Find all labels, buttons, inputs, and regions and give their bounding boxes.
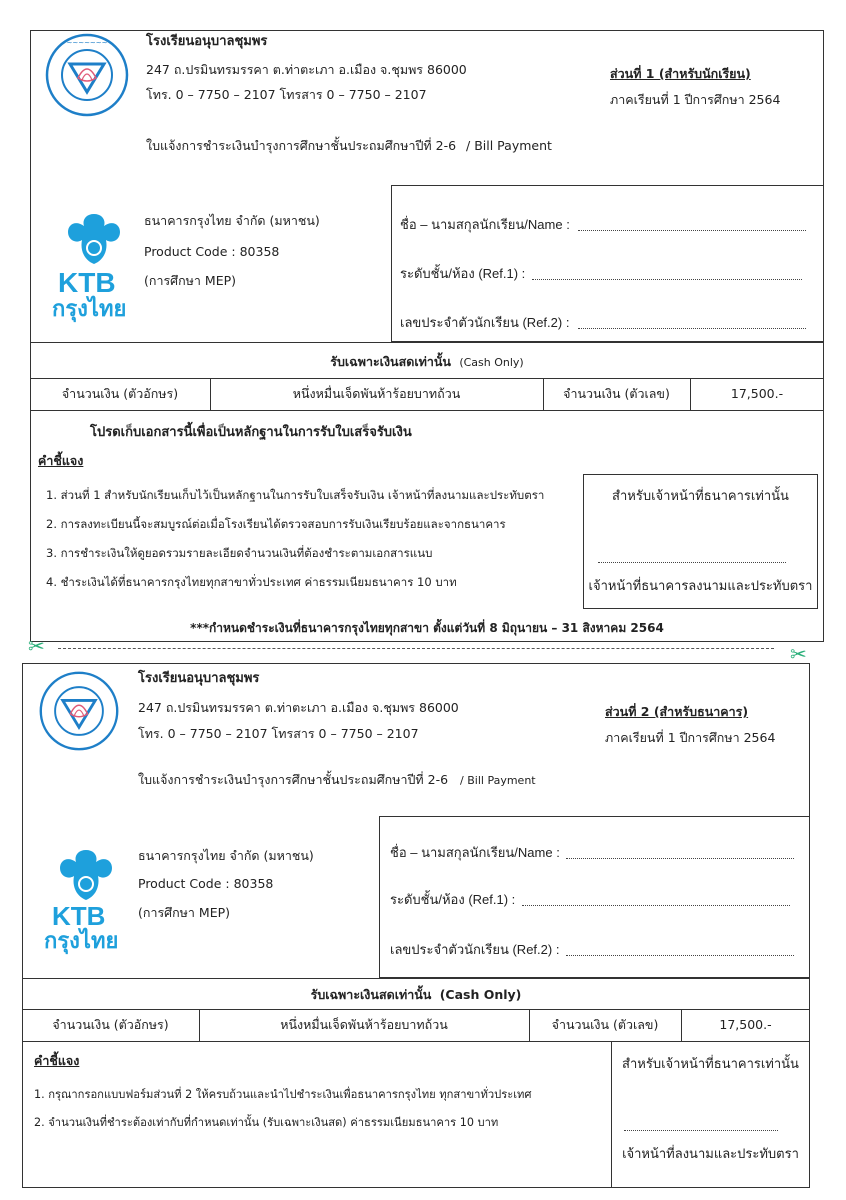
amount-number-value: 17,500.- bbox=[730, 386, 784, 401]
school-phone: โทร. 0 – 7750 – 2107 โทรสาร 0 – 7750 – 2107 bbox=[138, 726, 419, 741]
signature-label: เจ้าหน้าที่ธนาคารลงนามและประทับตรา bbox=[588, 578, 813, 593]
bill-title-th: ใบแจ้งการชำระเงินบำรุงการศึกษาชั้นประถมศึกษาปีที่ 2-6 bbox=[138, 772, 449, 787]
instruction-item: 1. ส่วนที่ 1 สำหรับนักเรียนเก็บไว้เป็นหลักฐานในการรับใบเสร็จรับเงิน เจ้าหน้าที่ลงนามและประทับตรา bbox=[46, 488, 545, 502]
bill-title-th: ใบแจ้งการชำระเงินบำรุงการศึกษาชั้นประถมศึกษาปีที่ 2-6 bbox=[146, 138, 457, 153]
name-input[interactable] bbox=[578, 230, 806, 231]
bill-title bbox=[146, 138, 552, 154]
payment-deadline: ***กำหนดชำระเงินที่ธนาคารกรุงไทยทุกสาขา ตั้งแต่วันที่ 8 มิถุนายน – 31 สิงหาคม 2564 bbox=[190, 621, 664, 635]
ref2-input[interactable] bbox=[578, 328, 806, 329]
instruction-item: 2. การลงทะเบียนนี้จะสมบูรณ์ต่อเมื่อโรงเรียนได้ตรวจสอบการรับเงินเรียบร้อยและจากธนาคาร bbox=[46, 517, 506, 531]
product-code: Product Code : 80358 bbox=[138, 876, 274, 891]
school-seal-icon bbox=[42, 30, 132, 120]
bill-title bbox=[138, 772, 536, 789]
part-title: ส่วนที่ 2 (สำหรับธนาคาร) bbox=[605, 704, 749, 719]
amount-words-label: จำนวนเงิน (ตัวอักษร) bbox=[61, 386, 179, 401]
instruction-item: 2. จำนวนเงินที่ชำระต้องเท่ากับที่กำหนดเท่านั้น (รับเฉพาะเงินสด) ค่าธรรมเนียมธนาคาร 10 บาท bbox=[34, 1116, 499, 1129]
ktb-logo-th: กรุงไทย bbox=[52, 296, 127, 321]
school-address: 247 ถ.ปรมินทรมรรคา ต.ท่าตะเภา อ.เมือง จ.ชุมพร 86000 bbox=[146, 62, 467, 77]
instruction-item: 3. การชำระเงินให้ดูยอดรวมรายละเอียดจำนวนเงินที่ต้องชำระตามเอกสารแนบ bbox=[46, 546, 433, 560]
signature-line[interactable] bbox=[624, 1130, 778, 1131]
ktb-garuda-icon bbox=[64, 210, 124, 268]
instructions-heading: คำชี้แจง bbox=[38, 453, 84, 468]
school-address: 247 ถ.ปรมินทรมรรคา ต.ท่าตะเภา อ.เมือง จ.ชุมพร 86000 bbox=[138, 700, 459, 715]
cash-only-th: รับเฉพาะเงินสดเท่านั้น bbox=[310, 987, 432, 1002]
bank-name: ธนาคารกรุงไทย จำกัด (มหาชน) bbox=[144, 213, 320, 228]
ktb-logo-th: กรุงไทย bbox=[44, 928, 119, 953]
cash-only-th: รับเฉพาะเงินสดเท่านั้น bbox=[330, 354, 451, 369]
semester: ภาคเรียนที่ 1 ปีการศึกษา 2564 bbox=[610, 92, 781, 107]
divider bbox=[30, 342, 824, 343]
bill-title-en: / Bill Payment bbox=[466, 138, 552, 153]
ref2-label: เลขประจำตัวนักเรียน (Ref.2) : bbox=[390, 942, 560, 957]
amount-number-value: 17,500.- bbox=[719, 1017, 772, 1032]
divider bbox=[30, 410, 824, 411]
name-input[interactable] bbox=[566, 858, 794, 859]
signature-label: เจ้าหน้าที่ลงนามและประทับตรา bbox=[622, 1146, 799, 1161]
program: (การศึกษา MEP) bbox=[144, 273, 237, 288]
school-seal-icon bbox=[36, 668, 122, 754]
divider bbox=[22, 1041, 810, 1042]
instructions-heading: คำชี้แจง bbox=[34, 1053, 80, 1068]
cash-only-en: (Cash Only) bbox=[439, 987, 522, 1002]
school-name: โรงเรียนอนุบาลชุมพร bbox=[138, 671, 260, 686]
keep-notice: โปรดเก็บเอกสารนี้เพื่อเป็นหลักฐานในการรับใบเสร็จรับเงิน bbox=[90, 425, 412, 440]
ref1-input[interactable] bbox=[532, 279, 802, 280]
bill-title-en: / Bill Payment bbox=[460, 774, 536, 787]
instruction-item: 1. กรุณากรอกแบบฟอร์มส่วนที่ 2 ให้ครบถ้วนและนำไปชำระเงินเพื่อธนาคารกรุงไทย ทุกสาขาทั่วประเทศ bbox=[34, 1088, 532, 1101]
ref2-input[interactable] bbox=[566, 955, 794, 956]
ktb-logo-en: KTB bbox=[58, 267, 116, 298]
divider bbox=[30, 378, 824, 379]
name-label: ชื่อ – นามสกุลนักเรียน/Name : bbox=[390, 845, 560, 860]
signature-line[interactable] bbox=[598, 562, 786, 563]
amount-number-label: จำนวนเงิน (ตัวเลข) bbox=[563, 386, 670, 401]
ref2-label: เลขประจำตัวนักเรียน (Ref.2) : bbox=[400, 315, 570, 330]
ref1-input[interactable] bbox=[522, 905, 790, 906]
program: (การศึกษา MEP) bbox=[138, 905, 231, 920]
ktb-garuda-icon bbox=[56, 846, 116, 904]
bank-only: สำหรับเจ้าหน้าที่ธนาคารเท่านั้น bbox=[622, 1056, 799, 1071]
name-label: ชื่อ – นามสกุลนักเรียน/Name : bbox=[400, 217, 570, 232]
instruction-item: 4. ชำระเงินได้ที่ธนาคารกรุงไทยทุกสาขาทั่วประเทศ ค่าธรรมเนียมธนาคาร 10 บาท bbox=[46, 575, 457, 589]
svg-text:~~~~~~~: ~~~~~~~ bbox=[66, 39, 108, 47]
amount-number-label: จำนวนเงิน (ตัวเลข) bbox=[551, 1017, 659, 1032]
cut-line bbox=[58, 648, 774, 649]
semester: ภาคเรียนที่ 1 ปีการศึกษา 2564 bbox=[605, 730, 776, 745]
cash-only-en: (Cash Only) bbox=[459, 356, 524, 369]
cash-only bbox=[30, 354, 824, 371]
amount-words-label: จำนวนเงิน (ตัวอักษร) bbox=[52, 1017, 169, 1032]
product-code: Product Code : 80358 bbox=[144, 244, 280, 259]
bank-name: ธนาคารกรุงไทย จำกัด (มหาชน) bbox=[138, 848, 314, 863]
divider bbox=[22, 1009, 810, 1010]
scissors-icon: ✂ bbox=[790, 642, 807, 666]
amount-words-value: หนึ่งหมื่นเจ็ดพันห้าร้อยบาทถ้วน bbox=[280, 1017, 448, 1032]
cash-only bbox=[22, 987, 810, 1003]
school-name: โรงเรียนอนุบาลชุมพร bbox=[146, 34, 268, 49]
ref1-label: ระดับชั้น/ห้อง (Ref.1) : bbox=[390, 892, 516, 907]
divider bbox=[22, 978, 810, 979]
ktb-logo-en: KTB bbox=[52, 901, 106, 931]
bank-only: สำหรับเจ้าหน้าที่ธนาคารเท่านั้น bbox=[612, 488, 789, 503]
school-phone: โทร. 0 – 7750 – 2107 โทรสาร 0 – 7750 – 2107 bbox=[146, 87, 427, 102]
ref1-label: ระดับชั้น/ห้อง (Ref.1) : bbox=[400, 266, 526, 281]
scissors-icon: ✂ bbox=[28, 634, 45, 658]
part-title: ส่วนที่ 1 (สำหรับนักเรียน) bbox=[610, 66, 751, 81]
amount-words-value: หนึ่งหมื่นเจ็ดพันห้าร้อยบาทถ้วน bbox=[292, 386, 461, 401]
